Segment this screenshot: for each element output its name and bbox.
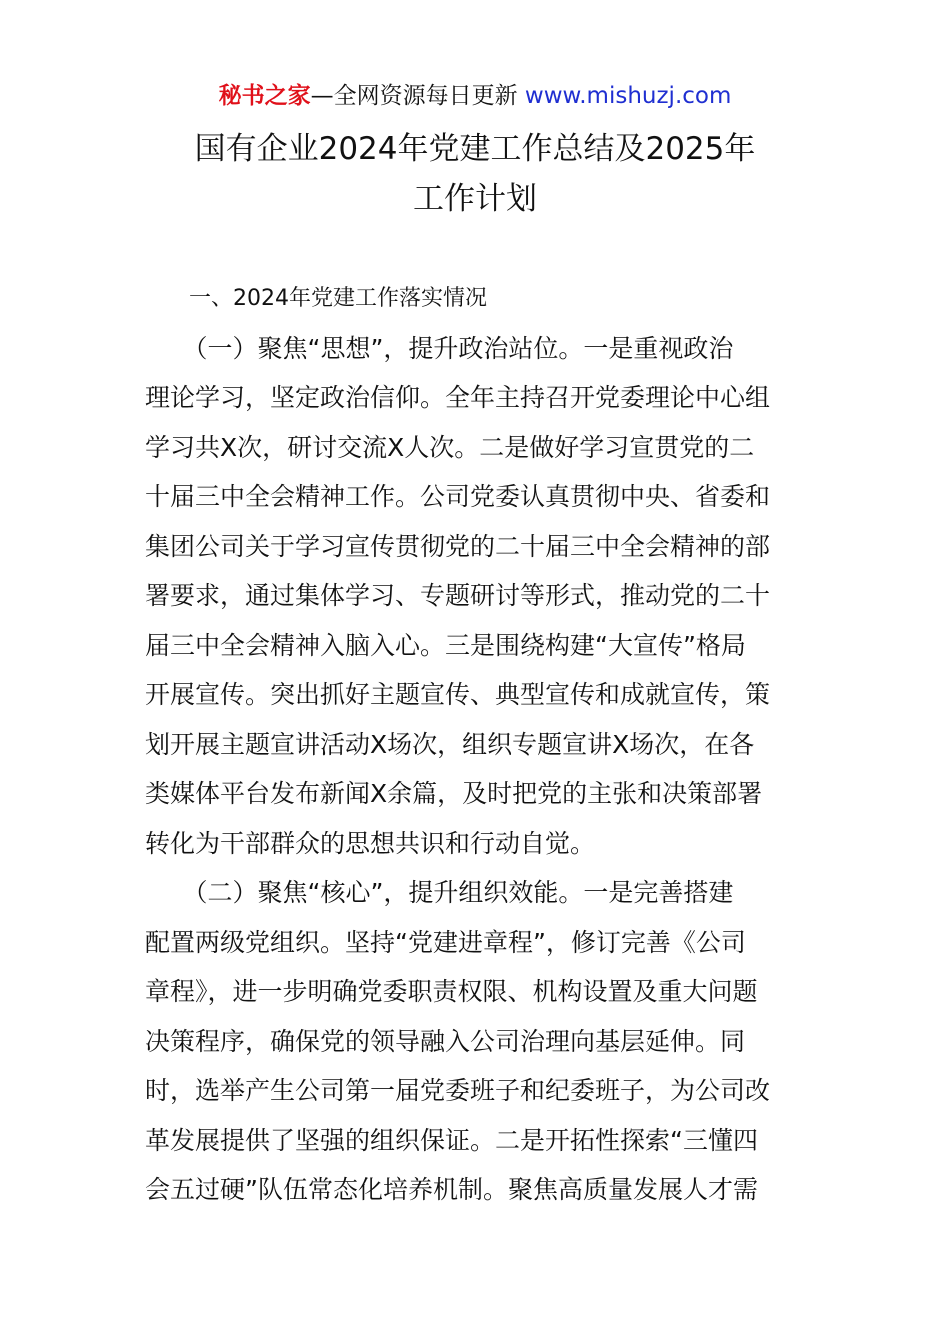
body-line: 理论学习，坚定政治信仰。全年主持召开党委理论中心组 [145, 383, 771, 412]
title-line-2: 工作计划 [413, 181, 537, 217]
title-line-1: 国有企业2024年党建工作总结及2025年 [194, 131, 756, 167]
body-line: 届三中全会精神入脑入心。三是围绕构建“大宣传”格局 [145, 630, 746, 660]
body-line: 类媒体平台发布新闻X余篇，及时把党的主张和决策部署 [145, 779, 763, 808]
body-line: 时，选举产生公司第一届党委班子和纪委班子，为公司改 [145, 1076, 771, 1105]
body-line: 集团公司关于学习宣传贯彻党的二十届三中全会精神的部 [145, 531, 771, 561]
site-header [0, 80, 950, 112]
body-line: 革发展提供了坚强的组织保证。二是开拓性探索“三懂四 [145, 1125, 758, 1155]
header-tagline: —全网资源每日更新 [310, 83, 518, 109]
document-title [0, 124, 950, 224]
body-line: 决策程序，确保党的领导融入公司治理向基层延伸。同 [145, 1026, 746, 1056]
body-line: 署要求，通过集体学习、专题研讨等形式，推动党的二十 [145, 581, 771, 610]
body-line: 开展宣传。突出抓好主题宣传、典型宣传和成就宣传，策 [145, 680, 771, 709]
body-line: 学习共X次，研讨交流X人次。二是做好学习宣贯党的二 [145, 432, 755, 462]
body-line: 十届三中全会精神工作。公司党委认真贯彻中央、省委和 [145, 482, 771, 511]
body-line: 会五过硬”队伍常态化培养机制。聚焦高质量发展人才需 [145, 1175, 758, 1204]
brand-name: 秘书之家 [218, 83, 311, 109]
body-line: 配置两级党组织。坚持“党建进章程”，修订完善《公司 [145, 927, 746, 957]
body-line: 章程》，进一步明确党委职责权限、机构设置及重大问题 [145, 977, 758, 1006]
body-line: （二）聚焦“核心”，提升组织效能。一是完善搭建 [145, 878, 734, 907]
body-line: 划开展主题宣讲活动X场次，组织专题宣讲X场次，在各 [145, 729, 755, 759]
body-line: （一）聚焦“思想”，提升政治站位。一是重视政治 [145, 333, 734, 363]
section-heading: 一、2024年党建工作落实情况 [145, 286, 487, 311]
site-url-link[interactable]: www.mishuzj.com [524, 83, 732, 109]
document-body [145, 274, 810, 1215]
body-line: 转化为干部群众的思想共识和行动自觉。 [145, 828, 596, 858]
